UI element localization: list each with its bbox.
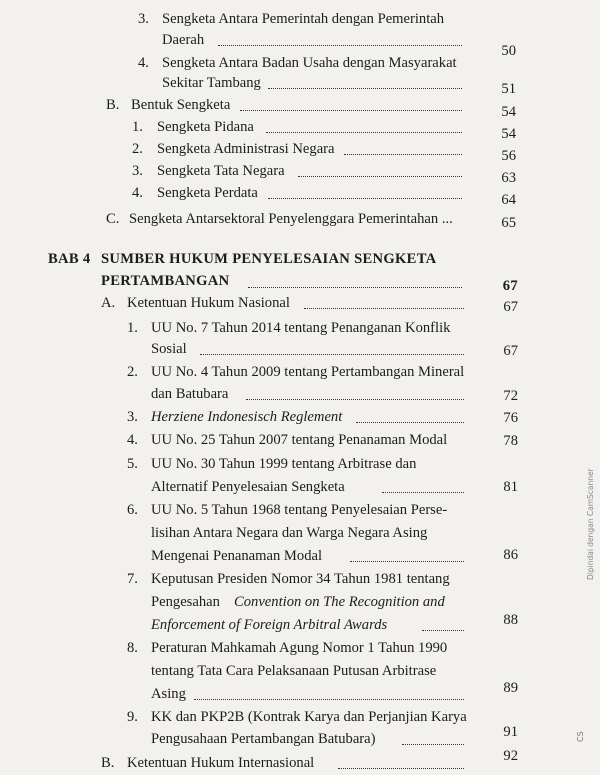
toc-entry-title-cont: dan Batubara	[151, 386, 229, 402]
scanner-watermark: Dipindai dengan CamScanner	[586, 468, 595, 580]
toc-entry-title-italic: Enforcement of Foreign Arbitral Awards	[151, 617, 388, 633]
toc-page-number: 67	[503, 343, 518, 359]
toc-entry-title-cont: lisihan Antara Negara dan Warga Negara Asing	[151, 525, 428, 541]
toc-entry-title: Sengketa Pidana	[157, 119, 254, 135]
toc-entry-title: Ketentuan Hukum Nasional	[127, 295, 290, 311]
toc-page-number: 88	[503, 612, 518, 628]
toc-entry-title: Herziene Indonesisch Reglement	[151, 409, 343, 425]
toc-entry-title-cont: Pengesahan	[151, 594, 220, 610]
leader-dots	[248, 287, 462, 288]
toc-page-number: 65	[501, 215, 516, 231]
toc-entry-title: Ketentuan Hukum Internasional	[127, 755, 315, 771]
leader-dots	[200, 354, 464, 355]
toc-entry-title: Sengketa Perdata	[157, 185, 258, 201]
toc-entry-number: A.	[101, 295, 116, 311]
leader-dots	[240, 110, 462, 111]
toc-entry-number: B.	[106, 97, 120, 113]
toc-entry-title-italic: Convention on The Recognition and	[234, 594, 445, 610]
toc-entry-number: 2.	[127, 364, 138, 380]
toc-page-number: 72	[503, 388, 518, 404]
chapter-number: BAB 4	[48, 251, 91, 267]
leader-dots	[298, 176, 462, 177]
toc-entry-number: 7.	[127, 571, 138, 587]
toc-entry-title: KK dan PKP2B (Kontrak Karya dan Perjanjian Karya	[151, 709, 467, 725]
toc-page-number: 78	[503, 433, 518, 449]
toc-entry-title: Bentuk Sengketa	[131, 97, 231, 113]
toc-entry-number: 2.	[132, 141, 143, 157]
leader-dots	[422, 630, 464, 631]
toc-entry-number: 6.	[127, 502, 138, 518]
leader-dots	[268, 88, 462, 89]
leader-dots	[268, 198, 462, 199]
toc-page-number: 76	[503, 410, 518, 426]
toc-entry-number: 4.	[127, 432, 138, 448]
toc-entry-number: 5.	[127, 456, 138, 472]
toc-entry-number: 3.	[132, 163, 143, 179]
toc-entry-title: Sengketa Antara Pemerintah dengan Pemerintah	[162, 11, 445, 27]
toc-entry-number: 3.	[127, 409, 138, 425]
toc-page-number: 54	[501, 104, 516, 120]
toc-page-number: 54	[501, 126, 516, 142]
leader-dots	[344, 154, 462, 155]
toc-entry-title: Keputusan Presiden Nomor 34 Tahun 1981 tentang	[151, 571, 450, 587]
toc-entry-title: Sengketa Administrasi Negara	[157, 141, 335, 157]
leader-dots	[402, 744, 464, 745]
chapter-title: SUMBER HUKUM PENYELESAIAN SENGKETA	[101, 251, 437, 267]
toc-entry-number: B.	[101, 755, 115, 771]
toc-entry-title-cont: Mengenai Penanaman Modal	[151, 548, 323, 564]
toc-entry-title: UU No. 25 Tahun 2007 tentang Penanaman Modal	[151, 432, 448, 448]
toc-entry-title-cont: Sosial	[151, 341, 187, 357]
toc-entry-title-cont: Pengusahaan Pertambangan Batubara)	[151, 731, 376, 747]
toc-page-number: 89	[503, 680, 518, 696]
toc-entry-title: UU No. 30 Tahun 1999 tentang Arbitrase dan	[151, 456, 417, 472]
toc-page-number: 91	[503, 724, 518, 740]
toc-entry-number: 8.	[127, 640, 138, 656]
leader-dots	[338, 768, 464, 769]
toc-entry-number: C.	[106, 211, 120, 227]
toc-entry-title: Sengketa Antara Badan Usaha dengan Masyarakat	[162, 55, 457, 71]
toc-page-number: 50	[501, 43, 516, 59]
toc-entry-number: 9.	[127, 709, 138, 725]
toc-page-number: 63	[501, 170, 516, 186]
toc-entry-title-cont: tentang Tata Cara Pelaksanaan Putusan Arbitrase	[151, 663, 437, 679]
toc-entry-title: UU No. 4 Tahun 2009 tentang Pertambangan Mineral	[151, 364, 465, 380]
leader-dots	[350, 561, 464, 562]
toc-entry-number: 3.	[138, 11, 149, 27]
leader-dots	[382, 492, 464, 493]
toc-entry-title: Sengketa Antarsektoral Penyelenggara Pemerintahan ...	[129, 211, 453, 227]
leader-dots	[246, 399, 464, 400]
toc-entry-title-cont: Alternatif Penyelesaian Sengketa	[151, 479, 345, 495]
toc-page-number: 51	[501, 81, 516, 97]
toc-page-number: 67	[503, 299, 518, 315]
toc-entry-number: 4.	[132, 185, 143, 201]
toc-entry-title: UU No. 7 Tahun 2014 tentang Penanganan Konflik	[151, 320, 451, 336]
toc-entry-title-cont: Daerah	[162, 32, 205, 48]
chapter-page-number: 67	[502, 278, 518, 294]
toc-page-number: 92	[503, 748, 518, 764]
scanner-logo-icon: CS	[576, 731, 585, 742]
toc-page-number: 64	[501, 192, 516, 208]
toc-entry-number: 4.	[138, 55, 149, 71]
leader-dots	[266, 132, 462, 133]
toc-entry-title-cont: Sekitar Tambang	[162, 75, 261, 91]
toc-page-number: 56	[501, 148, 516, 164]
toc-entry-title: Sengketa Tata Negara	[157, 163, 285, 179]
chapter-title-cont: PERTAMBANGAN	[101, 273, 230, 289]
toc-entry-number: 1.	[132, 119, 143, 135]
leader-dots	[304, 308, 464, 309]
toc-entry-title: Peraturan Mahkamah Agung Nomor 1 Tahun 1990	[151, 640, 448, 656]
toc-entry-title: UU No. 5 Tahun 1968 tentang Penyelesaian Perse-	[151, 502, 448, 518]
leader-dots	[218, 45, 462, 46]
toc-page-number: 86	[503, 547, 518, 563]
toc-entry-number: 1.	[127, 320, 138, 336]
leader-dots	[194, 699, 464, 700]
toc-page-number: 81	[503, 479, 518, 495]
toc-entry-title-cont: Asing	[151, 686, 186, 702]
leader-dots	[356, 422, 464, 423]
